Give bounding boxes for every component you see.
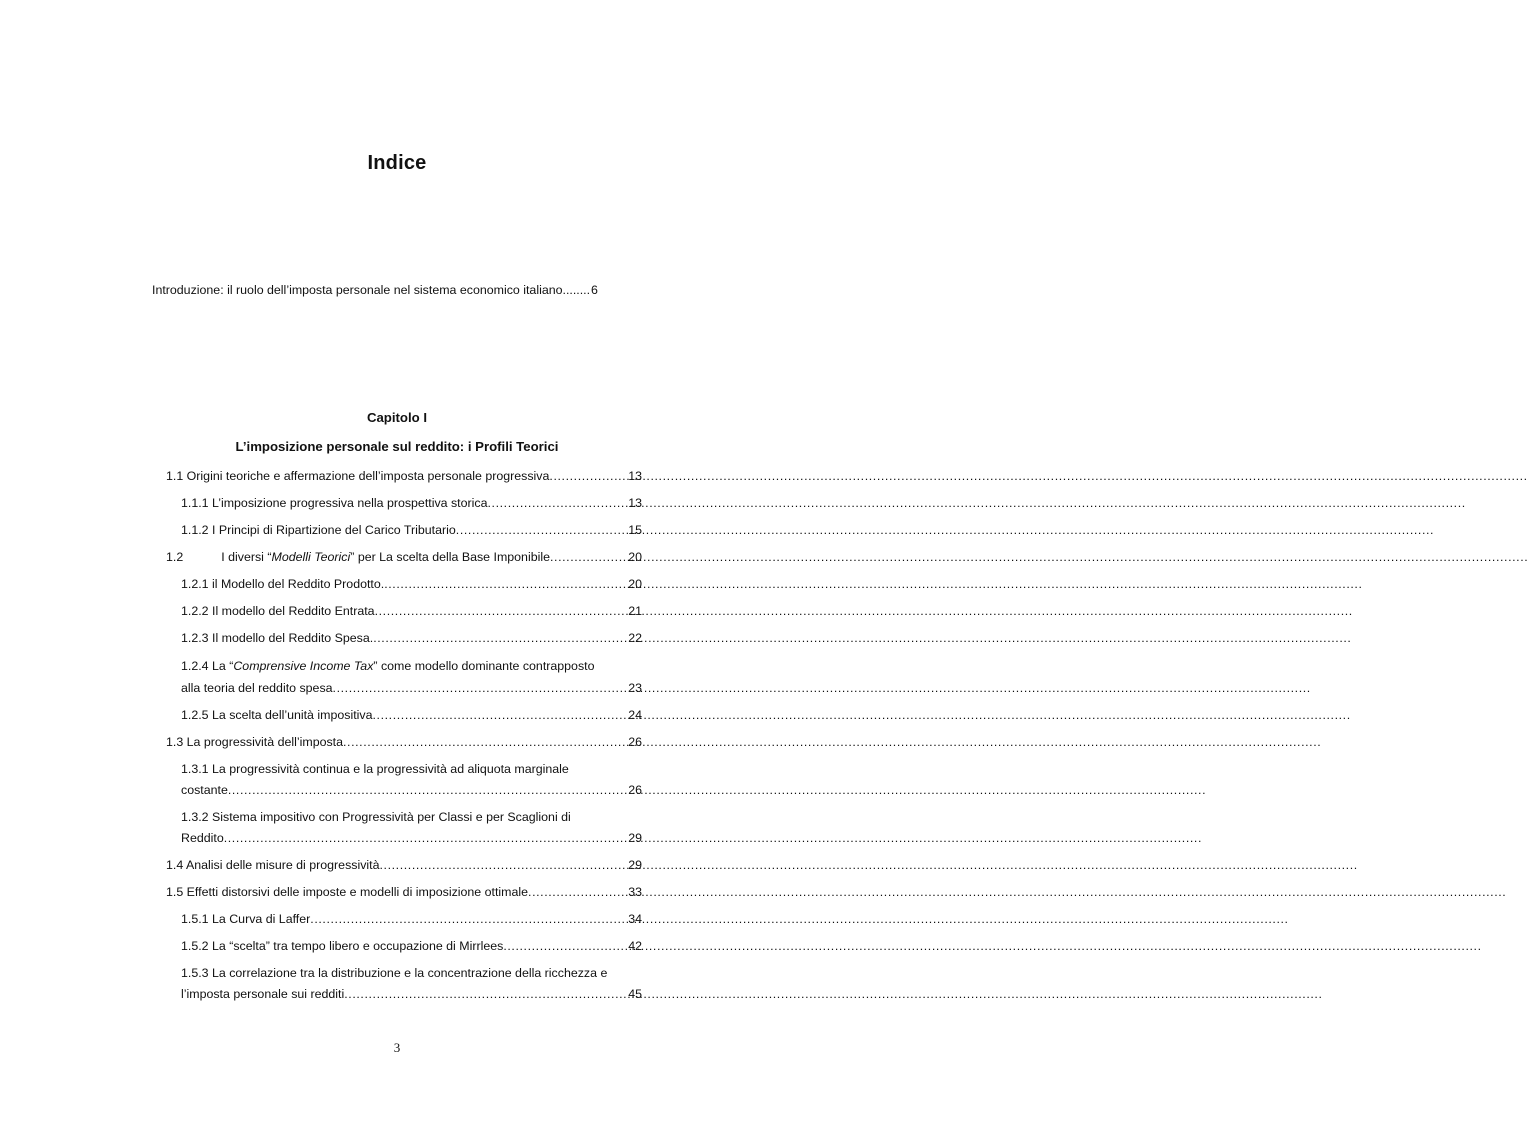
toc-entry-text: 1.2.1 il Modello del Reddito Prodotto. — [181, 577, 385, 591]
toc-leader-dots — [333, 679, 628, 697]
toc-leader-dots — [380, 856, 628, 874]
toc-entry-text: 1.2.3 Il modello del Reddito Spesa. — [181, 631, 374, 645]
toc-leader-dots — [343, 733, 627, 751]
toc-page-number: 26 — [628, 783, 642, 797]
toc-page-number: 15 — [628, 523, 642, 537]
toc-entry-number: 1.2 — [166, 550, 184, 564]
toc-entry-1-2-4-line1[interactable] — [181, 657, 594, 675]
toc-leader-dots — [528, 883, 627, 901]
toc-entry-1-3-1-line1[interactable]: 1.3.1 La progressività continua e la progressività ad aliquota marginale — [181, 762, 569, 776]
toc-entry-text — [166, 548, 550, 566]
toc-leader-dots — [372, 706, 627, 724]
toc-entry-text-italic: Modelli Teorici — [271, 550, 351, 564]
toc-entry-1-3-2[interactable] — [181, 829, 642, 847]
toc-leader-dots — [228, 781, 627, 799]
toc-leader-dots — [384, 575, 627, 593]
toc-leader-dots — [550, 548, 627, 566]
toc-entry-text-pre: I diversi “ — [221, 550, 272, 564]
toc-leader-dots — [310, 910, 627, 928]
toc-entry-1-1[interactable] — [166, 467, 642, 485]
toc-entry-1-5[interactable] — [166, 883, 642, 901]
toc-entry-1-2-4[interactable] — [181, 679, 642, 697]
toc-entry-1-2-2[interactable] — [181, 602, 642, 620]
toc-leader-dots — [375, 602, 628, 620]
toc-entry-1-4[interactable] — [166, 856, 642, 874]
toc-leader-dots — [456, 521, 627, 539]
toc-page-number: 26 — [628, 735, 642, 749]
toc-entry-text: 1.2.2 Il modello del Reddito Entrata — [181, 604, 375, 618]
toc-entry-1-2-5[interactable] — [181, 706, 642, 724]
toc-entry-1-1-1[interactable] — [181, 494, 642, 512]
toc-entry-text: 1.2.5 La scelta dell’unità impositiva — [181, 708, 373, 722]
toc-entry-text: 1.5.2 La “scelta” tra tempo libero e occupazione di Mirrlees — [181, 939, 504, 953]
page-number: 3 — [393, 1040, 401, 1055]
toc-entry-1-5-3-line1[interactable]: 1.5.3 La correlazione tra la distribuzione e la concentrazione della ricchezza e — [181, 966, 608, 980]
toc-entry-text: 1.4 Analisi delle misure di progressività — [166, 858, 380, 872]
toc-page-number: 23 — [628, 681, 642, 695]
toc-page-number: 29 — [628, 831, 642, 845]
toc-page-number: 20 — [628, 550, 642, 564]
toc-entry-1-3[interactable] — [166, 733, 642, 751]
toc-entry-1-5-3[interactable] — [181, 985, 642, 1003]
toc-entry-text: alla teoria del reddito spesa — [181, 681, 333, 695]
toc-entry-text: costante — [181, 783, 228, 797]
toc-entry-text: 1.5.1 La Curva di Laffer — [181, 912, 311, 926]
toc-leader-dots — [503, 937, 627, 955]
toc-page-number: 20 — [628, 577, 642, 591]
toc-entry-1-3-2-line1[interactable]: 1.3.2 Sistema impositivo con Progressività per Classi e per Scaglioni di — [181, 810, 571, 824]
toc-page-number: 13 — [628, 496, 642, 510]
toc-entry-text: Reddito — [181, 831, 224, 845]
toc-entry-text: 1.3 La progressività dell’imposta — [166, 735, 344, 749]
chapter-number: Capitolo I — [366, 410, 428, 425]
toc-entry-1-2[interactable] — [166, 548, 642, 566]
toc-page-number: 29 — [628, 858, 642, 872]
toc-leader-dots — [549, 467, 627, 485]
toc-entry-text: 1.5 Effetti distorsivi delle imposte e modelli di imposizione ottimale — [166, 885, 529, 899]
toc-entry-text-post: ” per La scelta della Base Imponibile — [350, 550, 550, 564]
toc-entry-text: l’imposta personale sui redditi — [181, 987, 345, 1001]
toc-leader-dots — [488, 494, 628, 512]
toc-entry-text-pre: 1.2.4 La “ — [181, 659, 234, 673]
chapter-subtitle: L’imposizione personale sul reddito: i Profili Teorici — [235, 439, 559, 454]
toc-leader-dots — [224, 829, 627, 847]
toc-page-number: 34 — [628, 912, 642, 926]
toc-entry-text-italic: Comprensive Income Tax — [233, 659, 374, 673]
toc-page-number: 22 — [628, 631, 642, 645]
toc-page-number: 6 — [591, 283, 598, 297]
toc-entry-1-2-1[interactable] — [181, 575, 642, 593]
toc-page-number: 13 — [628, 469, 642, 483]
toc-page-number: 42 — [628, 939, 642, 953]
toc-entry-text: 1.1.2 I Principi di Ripartizione del Carico Tributario — [181, 523, 456, 537]
toc-leader-dots: ........ — [562, 283, 591, 297]
toc-entry-text: Introduzione: il ruolo dell’imposta personale nel sistema economico italiano — [152, 283, 563, 297]
toc-leader-dots — [344, 985, 627, 1003]
toc-entry-text: 1.1.1 L’imposizione progressiva nella prospettiva storica — [181, 496, 488, 510]
toc-entry-1-5-2[interactable] — [181, 937, 642, 955]
toc-entry-1-1-2[interactable] — [181, 521, 642, 539]
toc-entry-1-3-1[interactable] — [181, 781, 642, 799]
toc-page-number: 24 — [628, 708, 642, 722]
toc-leader-dots — [373, 629, 627, 647]
toc-entry-text-post: ” come modello dominante contrapposto — [373, 659, 595, 673]
toc-entry-text: 1.1 Origini teoriche e affermazione dell’imposta personale progressiva — [166, 469, 550, 483]
page-title: Indice — [367, 152, 427, 174]
toc-page-number: 45 — [628, 987, 642, 1001]
toc-entry-introduzione[interactable] — [152, 281, 642, 299]
toc-page-number: 33 — [628, 885, 642, 899]
toc-page-number: 21 — [628, 604, 642, 618]
toc-entry-1-2-3[interactable] — [181, 629, 642, 647]
toc-entry-1-5-1[interactable] — [181, 910, 642, 928]
